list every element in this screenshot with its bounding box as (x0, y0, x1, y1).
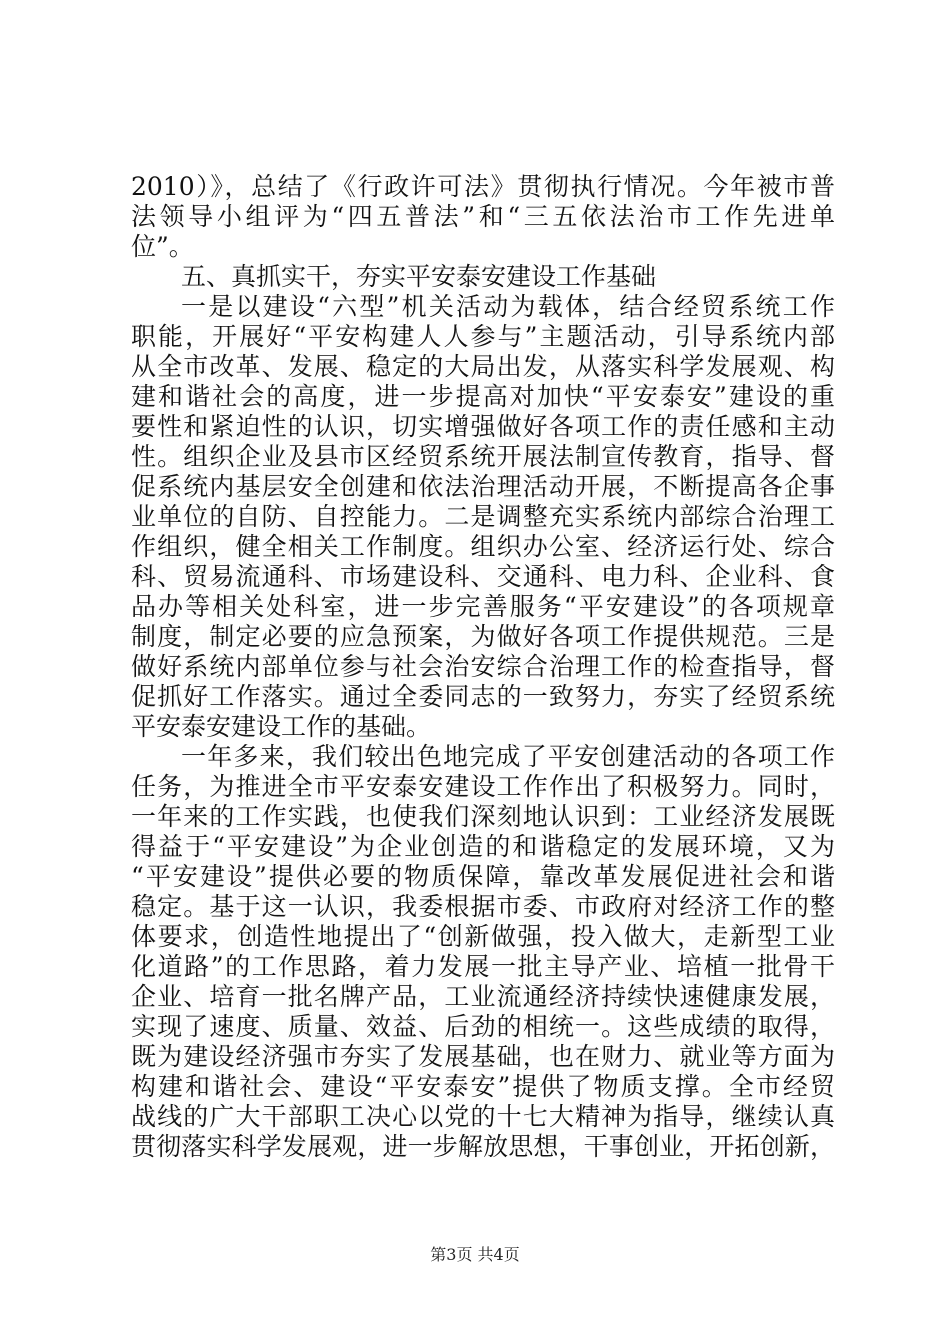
text-line: 促系统内基层安全创建和依法治理活动开展，不断提高各企事 (131, 472, 835, 501)
text-line: 做好系统内部单位参与社会治安综合治理工作的检查指导，督 (131, 652, 835, 681)
text-line: 促抓好工作落实。通过全委同志的一致努力，夯实了经贸系统 (131, 682, 835, 711)
text-line: 构建和谐社会、建设“平安泰安”提供了物质支撑。全市经贸 (131, 1072, 835, 1101)
text-line: 贯彻落实科学发展观，进一步解放思想，干事创业，开拓创新， (131, 1132, 835, 1161)
text-line: 得益于“平安建设”为企业创造的和谐稳定的发展环境，又为 (131, 832, 835, 861)
text-line: 科、贸易流通科、市场建设科、交通科、电力科、企业科、食 (131, 562, 835, 591)
text-line: 从全市改革、发展、稳定的大局出发，从落实科学发展观、构 (131, 352, 835, 381)
text-line: 企业、培育一批名牌产品，工业流通经济持续快速健康发展， (131, 982, 835, 1011)
text-line: 实现了速度、质量、效益、后劲的相统一。这些成绩的取得， (131, 1012, 835, 1041)
text-line: 品办等相关处科室，进一步完善服务“平安建设”的各项规章 (131, 592, 835, 621)
text-line: 法领导小组评为“四五普法”和“三五依法治市工作先进单 (131, 202, 835, 231)
text-line: 战线的广大干部职工决心以党的十七大精神为指导，继续认真 (131, 1102, 835, 1131)
text-line: 要性和紧迫性的认识，切实增强做好各项工作的责任感和主动 (131, 412, 835, 441)
text-line: 化道路”的工作思路，着力发展一批主导产业、培植一批骨干 (131, 952, 835, 981)
text-line: 制度，制定必要的应急预案，为做好各项工作提供规范。三是 (131, 622, 835, 651)
text-line: 一年来的工作实践，也使我们深刻地认识到：工业经济发展既 (131, 802, 835, 831)
text-line: 一是以建设“六型”机关活动为载体，结合经贸系统工作 (181, 292, 835, 321)
text-line: 既为建设经济强市夯实了发展基础，也在财力、就业等方面为 (131, 1042, 835, 1071)
text-line: 体要求，创造性地提出了“创新做强，投入做大，走新型工业 (131, 922, 835, 951)
section-heading: 五、真抓实干，夯实平安泰安建设工作基础 (181, 262, 657, 291)
text-line: “平安建设”提供必要的物质保障，靠改革发展促进社会和谐 (131, 862, 835, 891)
text-line: 平安泰安建设工作的基础。 (131, 712, 432, 741)
text-line: 职能，开展好“平安构建人人参与”主题活动，引导系统内部 (131, 322, 835, 351)
text-line: 稳定。基于这一认识，我委根据市委、市政府对经济工作的整 (131, 892, 835, 921)
text-line: 建和谐社会的高度，进一步提高对加快“平安泰安”建设的重 (131, 382, 835, 411)
text-line: 2010）》，总结了《行政许可法》贯彻执行情况。今年被市普 (131, 172, 835, 201)
text-line: 任务，为推进全市平安泰安建设工作作出了积极努力。同时， (131, 772, 835, 801)
page-footer: 第3页 共4页 (430, 1245, 520, 1264)
text-line: 位”。 (131, 232, 194, 261)
document-body (131, 172, 835, 1162)
text-line: 性。组织企业及县市区经贸系统开展法制宣传教育，指导、督 (131, 442, 835, 471)
text-line: 一年多来，我们较出色地完成了平安创建活动的各项工作 (181, 742, 835, 771)
text-line: 作组织，健全相关工作制度。组织办公室、经济运行处、综合 (131, 532, 835, 561)
text-line: 业单位的自防、自控能力。二是调整充实系统内部综合治理工 (131, 502, 835, 531)
